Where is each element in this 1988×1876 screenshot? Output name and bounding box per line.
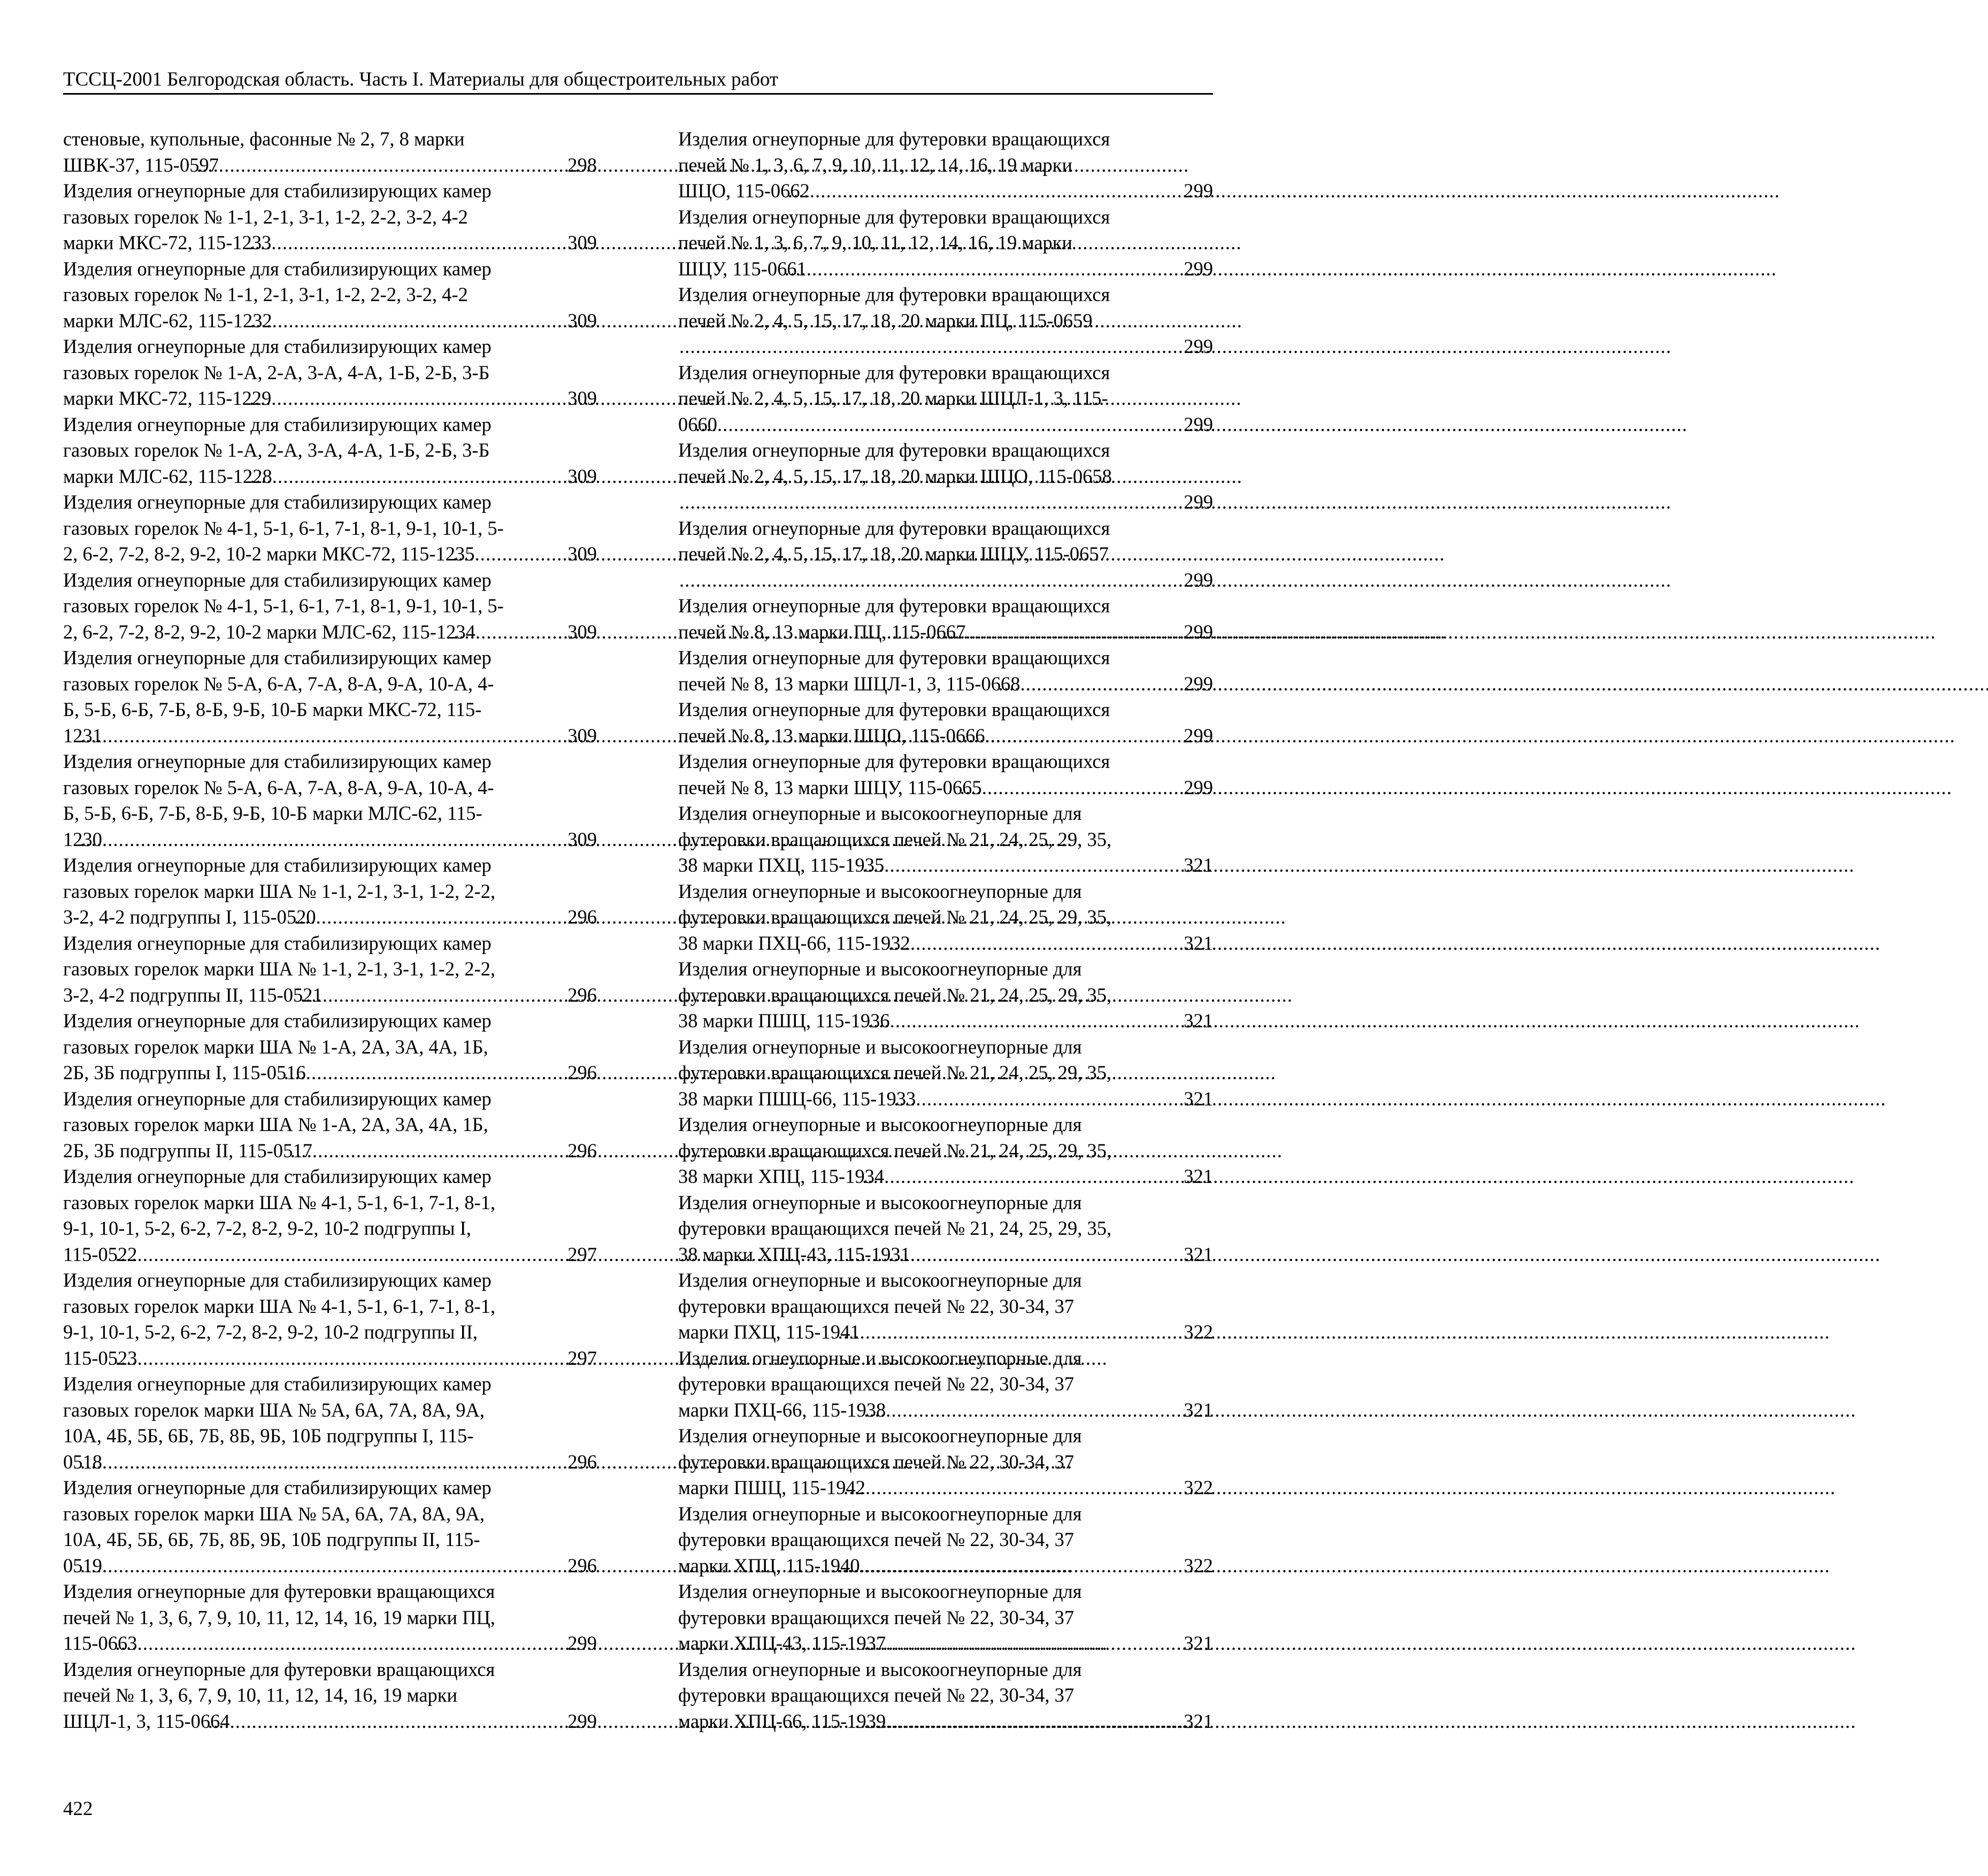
index-entry [63,567,597,645]
page-number: 422 [63,1798,93,1820]
index-entry-line: печей № 1, 3, 6, 7, 9, 10, 11, 12, 14, 16, 19 марки [678,153,1073,176]
dot-leader [891,1008,1206,1034]
index-entry-last-line [678,775,1213,801]
index-entry-line: Изделия огнеупорные для футеровки вращающихся [678,517,1110,539]
index-entry [678,1346,1213,1424]
dot-leader [139,1346,590,1371]
index-entry-page: 296 [567,1139,597,1162]
index-entry-line: Изделия огнеупорные для футеровки вращающихся [678,698,1110,720]
index-entry-line: Изделия огнеупорные для футеровки вращающихся [678,128,1110,150]
dot-leader [272,386,589,411]
index-entry-page: 321 [1184,1087,1213,1110]
index-entry-text: 115-0663 [63,1632,137,1654]
index-entry-line: Изделия огнеупорные для стабилизирующих камер [63,1373,492,1395]
index-entry-line: печей № 2, 4, 5, 15, 17, 18, 20 марки ШЦУ, 115-0657 [678,543,1109,565]
index-entry [63,178,597,256]
index-entry-text: печей № 8, 13 марки ШЦЛ-1, 3, 115-0668 [678,672,1020,695]
index-entry-last-line [678,1008,1213,1034]
index-entry-text: марки МЛС-62, 115-1228 [63,465,272,487]
index-entry-line: Изделия огнеупорные для стабилизирующих камер [63,180,492,202]
index-entry-page: 321 [1184,1165,1213,1187]
index-entry-page: 299 [567,1632,597,1654]
dot-leader [917,1086,1206,1112]
index-entry-page: 299 [1184,568,1213,591]
index-entry-line: Изделия огнеупорные для стабилизирующих камер [63,568,492,591]
index-entry-last-line [678,1709,1213,1735]
index-entry-line: печей № 1, 3, 6, 7, 9, 10, 11, 12, 14, 16, 19 марки ПЦ, [63,1606,496,1628]
index-entry [63,1164,597,1267]
index-entry-last-line [63,1631,597,1657]
index-entry [63,1086,597,1164]
index-entry-line: Изделия огнеупорные для стабилизирующих камер [63,1269,492,1291]
index-entry-text: 0519 [63,1554,102,1577]
index-entry-page: 321 [1184,1243,1213,1265]
dot-leader [986,723,1206,749]
index-entry [678,1423,1213,1501]
index-entry [678,282,1213,360]
dot-leader [811,178,1206,204]
index-entry-page: 309 [567,543,597,565]
index-entry [63,645,597,749]
index-entry-page: 296 [567,1450,597,1473]
index-entry [678,1267,1213,1346]
index-entry-last-line [63,230,597,256]
index-entry-last-line [63,1060,597,1086]
index-entry-text: печей № 8, 13 марки ШЦО, 115-0666 [678,724,985,747]
dot-leader [887,1709,1206,1734]
index-entry-page: 299 [567,1710,597,1732]
index-entry-line: футеровки вращающихся печей № 22, 30-34, 37 [678,1450,1074,1473]
dot-leader [272,230,589,256]
index-entry-text: печей № 8, 13 марки ПЦ, 115-0667 [678,620,966,643]
dot-leader [808,256,1206,282]
index-entry-page: 309 [567,232,597,253]
dot-leader [220,152,589,178]
index-entry-text: 1230 [63,828,102,850]
index-entry-text: 38 марки ПХЦ-66, 115-1932 [678,932,910,954]
index-entry-text: 115-0522 [63,1243,137,1265]
index-entry-text: 2, 6-2, 7-2, 8-2, 9-2, 10-2 марки МЛС-62, 115-1234 [63,620,475,643]
index-entry-page: 321 [1184,854,1213,876]
index-entry [63,1371,597,1475]
index-entry [678,1034,1213,1112]
index-entry-line: 10А, 4Б, 5Б, 6Б, 7Б, 8Б, 9Б, 10Б подгруппы I, 115- [63,1425,474,1447]
index-entry-line: Изделия огнеупорные для футеровки вращающихся [678,595,1110,617]
index-entry-text: 2, 6-2, 7-2, 8-2, 9-2, 10-2 марки МКС-72, 115-1235 [63,543,475,565]
index-entry [63,852,597,931]
index-entry [63,931,597,1009]
index-entry [63,489,597,567]
index-entry [678,437,1213,516]
index-entry-last-line [63,1242,597,1268]
index-entry-page: 299 [1184,776,1213,798]
index-entry [678,749,1213,801]
index-entry-last-line [63,1449,597,1475]
index-entry-line: Изделия огнеупорные для стабилизирующих камер [63,854,492,876]
index-entry-last-line [678,931,1213,957]
index-entry-last-line [678,1164,1213,1190]
index-entry-line: футеровки вращающихся печей № 22, 30-34, 37 [678,1295,1074,1317]
index-entry [678,697,1213,749]
index-entry-line: газовых горелок № 1-1, 2-1, 3-1, 1-2, 2-2, 3-2, 4-2 [63,283,468,305]
index-entry-text: печей № 8, 13 марки ШЦУ, 115-0665 [678,776,982,798]
index-entry-page: 309 [567,724,597,747]
index-entry-last-line [678,1086,1213,1112]
index-entry-last-line [678,1242,1213,1268]
index-entry-line: футеровки вращающихся печей № 22, 30-34, 37 [678,1684,1074,1706]
dot-leader [1021,671,1206,697]
index-entry-line: Изделия огнеупорные для футеровки вращающихся [678,361,1110,383]
index-entry-page: 299 [1184,335,1213,357]
dot-leader [231,1709,590,1734]
index-entry [678,204,1213,282]
index-entry [678,516,1213,594]
index-entry-last-line [63,152,597,179]
index-entry-page: 309 [567,620,597,643]
index-entry-page: 309 [567,387,597,409]
index-entry-last-line [63,1138,597,1164]
index-entry-text: 2Б, 3Б подгруппы I, 115-0516 [63,1062,306,1083]
index-entry [63,1008,597,1086]
index-entry-line: Изделия огнеупорные и высокоогнеупорные для [678,1425,1082,1447]
index-entry-text: 38 марки ПХЦ, 115-1935 [678,854,885,876]
index-entry-page: 299 [1184,672,1213,695]
index-entry-line: футеровки вращающихся печей № 21, 24, 25, 29, 35, [678,1217,1112,1239]
index-entry-page: 296 [567,1554,597,1577]
index-entry-text: 3-2, 4-2 подгруппы I, 115-0520 [63,906,316,928]
dot-leader [702,334,1206,359]
dot-leader [307,1060,589,1086]
index-entry-last-line [678,412,1213,438]
index-entry-page: 322 [1184,1554,1213,1577]
index-entry-line: Изделия огнеупорные для стабилизирующих камер [63,932,492,954]
running-header: ТССЦ-2001 Белгородская область. Часть I. Материалы для общестроительных работ [63,67,1213,95]
index-entry-line: газовых горелок марки ША № 4-1, 5-1, 6-1, 7-1, 8-1, [63,1295,496,1317]
index-entry-page: 299 [1184,180,1213,202]
dot-leader [103,827,589,852]
dot-leader [103,723,589,749]
index-entry [678,1579,1213,1657]
index-entry-line: 10А, 4Б, 5Б, 6Б, 7Б, 8Б, 9Б, 10Б подгруппы II, 115- [63,1528,480,1550]
index-entry-line: Изделия огнеупорные для футеровки вращающихся [678,750,1110,772]
index-entry-text: 3-2, 4-2 подгруппы II, 115-0521 [63,983,323,1006]
index-entry [678,879,1213,957]
index-entry-line: Изделия огнеупорные для футеровки вращающихся [678,283,1110,305]
index-entry-text: 0518 [63,1450,102,1473]
index-entry-text: 38 марки ПШЦ, 115-1936 [678,1010,890,1032]
index-entry-page: 321 [1184,1632,1213,1654]
dot-leader [139,1242,590,1267]
index-entry [678,1112,1213,1190]
index-entry-text: 0660 [678,413,717,435]
index-entry-text: марки ХПЦ-43, 115-1937 [678,1632,886,1654]
index-entry-line: газовых горелок № 4-1, 5-1, 6-1, 7-1, 8-1, 9-1, 10-1, 5- [63,595,504,617]
index-entry-line: Изделия огнеупорные для футеровки вращающихся [678,205,1110,228]
index-entry-page: 299 [1184,724,1213,747]
index-entry-last-line [63,723,597,749]
index-entry-text: марки ПШЦ, 115-1942 [678,1477,866,1498]
dot-leader [273,464,590,489]
index-entry-line: Изделия огнеупорные и высокоогнеупорные для [678,1113,1082,1135]
index-entry-page: 298 [567,153,597,176]
index-entry [678,645,1213,697]
index-entry-line: Изделия огнеупорные для стабилизирующих камер [63,1087,492,1110]
index-entry-line: футеровки вращающихся печей № 22, 30-34, 37 [678,1528,1074,1550]
index-entry-page: 321 [1184,1398,1213,1421]
index-entry-last-line [678,1475,1213,1501]
index-entry-page: 309 [567,828,597,850]
index-entry-page: 309 [567,465,597,487]
index-entry-line: Изделия огнеупорные и высокоогнеупорные для [678,1269,1082,1291]
index-entry [63,749,597,852]
index-entry-text: марки ХПЦ-66, 115-1939 [678,1710,886,1732]
index-entry-line: Изделия огнеупорные и высокоогнеупорные для [678,958,1082,980]
index-entry-line: 9-1, 10-1, 5-2, 6-2, 7-2, 8-2, 9-2, 10-2 подгруппы I, [63,1217,471,1239]
dot-leader [887,1631,1206,1656]
dot-leader [866,1475,1206,1501]
dot-leader [317,904,590,930]
index-entry-line: футеровки вращающихся печей № 21, 24, 25, 29, 35, [678,1139,1112,1162]
dot-leader [313,1138,589,1164]
dot-leader [273,308,590,334]
index-entry-line: 9-1, 10-1, 5-2, 6-2, 7-2, 8-2, 9-2, 10-2 подгруппы II, [63,1321,478,1343]
index-entry-line: Изделия огнеупорные и высокоогнеупорные для [678,880,1082,902]
index-entry-line: печей № 2, 4, 5, 15, 17, 18, 20 марки ПЦ, 115-0659 [678,309,1093,332]
index-entry-text: 2Б, 3Б подгруппы II, 115-0517 [63,1139,312,1162]
index-entry-line: Изделия огнеупорные для стабилизирующих камер [63,491,492,513]
index-entry-line: Изделия огнеупорные для футеровки вращающихся [63,1658,495,1680]
index-entry [63,334,597,412]
index-entry-page: 322 [1184,1477,1213,1498]
index-entry-last-line [678,256,1213,282]
index-entry-page: 321 [1184,932,1213,954]
index-entry-page: 296 [567,906,597,928]
index-entry-last-line [63,982,597,1009]
index-entry-text: марки ПХЦ, 115-1941 [678,1321,860,1343]
index-entry [63,1579,597,1657]
index-entry-page: 321 [1184,1010,1213,1032]
index-entry-page: 309 [567,309,597,332]
index-entry-page: 299 [1184,620,1213,643]
index-entry-line: газовых горелок № 5-А, 6-А, 7-А, 8-А, 9-А, 10-А, 4- [63,672,494,695]
index-entry-line: Изделия огнеупорные для стабилизирующих камер [63,647,492,668]
index-entry-page: 322 [1184,1321,1213,1343]
index-entry-last-line [63,827,597,853]
dot-leader [966,619,1206,645]
index-entry-text: марки ХПЦ, 115-1940 [678,1554,860,1577]
index-entry [63,256,597,334]
index-entry-line: Изделия огнеупорные и высокоогнеупорные для [678,1580,1082,1602]
index-entry-page: 299 [1184,257,1213,280]
index-entry-line: Изделия огнеупорные для стабилизирующих камер [63,750,492,772]
index-entry-line: стеновые, купольные, фасонные № 2, 7, 8 марки [63,128,465,150]
index-entry [63,1657,597,1735]
index-entry-line: Изделия огнеупорные для стабилизирующих камер [63,1010,492,1032]
index-entry-text: 115-0523 [63,1347,137,1369]
index-entry-line: Изделия огнеупорные для стабилизирующих камер [63,257,492,280]
index-entry-text: ШЦЛ-1, 3, 115-0664 [63,1710,230,1732]
index-entry-line: Изделия огнеупорные для футеровки вращающихся [678,647,1110,668]
index-entry-line: футеровки вращающихся печей № 22, 30-34, 37 [678,1373,1074,1395]
index-entry [678,1501,1213,1579]
index-entry-line: газовых горелок № 1-А, 2-А, 3-А, 4-А, 1-Б, 2-Б, 3-Б [63,361,490,383]
index-entry-line: Изделия огнеупорные для стабилизирующих камер [63,335,492,357]
index-entry-text: марки МКС-72, 115-1233 [63,232,272,253]
dot-leader [103,1553,589,1579]
dot-leader [911,931,1206,956]
index-entry-line: газовых горелок марки ША № 5А, 6А, 7А, 8А, 9А, [63,1502,485,1525]
index-entry-line: газовых горелок № 1-А, 2-А, 3-А, 4-А, 1-Б, 2-Б, 3-Б [63,439,490,461]
dot-leader [911,1242,1206,1267]
index-entry [678,126,1213,204]
index-entry-line: Изделия огнеупорные для футеровки вращающихся [63,1580,495,1602]
index-entry-text: марки МКС-72, 115-1229 [63,387,272,409]
index-entry-last-line [63,1553,597,1579]
index-entry-line: печей № 2, 4, 5, 15, 17, 18, 20 марки ШЦО, 115-0658 [678,465,1112,487]
index-entry-line: газовых горелок марки ША № 1-А, 2А, 3А, 4А, 1Б, [63,1035,488,1058]
index-entry-line: Изделия огнеупорные для стабилизирующих камер [63,1165,492,1187]
index-entry-last-line [678,1319,1213,1346]
index-entry-text: 1231 [63,724,102,747]
index-entry-line: газовых горелок марки ША № 1-А, 2А, 3А, 4А, 1Б, [63,1113,488,1135]
index-entry-last-line [63,308,597,334]
index-entry-page: 297 [567,1243,597,1265]
index-entry-last-line [63,1709,597,1735]
index-entry-page: 296 [567,983,597,1006]
index-entry-text: марки МЛС-62, 115-1232 [63,309,272,332]
index-entry-last-line [63,904,597,931]
index-entry-page: 321 [1184,1710,1213,1732]
index-entry-last-line [678,1553,1213,1579]
dot-leader [885,1164,1206,1189]
index-entry-line: Б, 5-Б, 6-Б, 7-Б, 8-Б, 9-Б, 10-Б марки МКС-72, 115- [63,698,482,720]
index-entry-last-line [63,541,597,567]
index-entry-last-line [701,334,1213,360]
index-entry-last-line [678,852,1213,879]
index-entry-line: Изделия огнеупорные и высокоогнеупорные для [678,1502,1082,1525]
dot-leader [861,1553,1206,1579]
dot-leader [324,982,589,1008]
index-entry-line: печей № 1, 3, 6, 7, 9, 10, 11, 12, 14, 16, 19 марки [63,1684,458,1706]
index-entry [678,956,1213,1034]
index-entry-line: футеровки вращающихся печей № 21, 24, 25, 29, 35, [678,828,1112,850]
index-entry [678,801,1213,879]
index-entry-line: газовых горелок № 1-1, 2-1, 3-1, 1-2, 2-2, 3-2, 4-2 [63,205,468,228]
dot-leader [887,1397,1206,1423]
index-entry-line: Изделия огнеупорные для стабилизирующих камер [63,413,492,435]
index-entry-last-line [678,178,1213,204]
index-entry-line: газовых горелок № 4-1, 5-1, 6-1, 7-1, 8-1, 9-1, 10-1, 5- [63,517,504,539]
index-entry-line: Б, 5-Б, 6-Б, 7-Б, 8-Б, 9-Б, 10-Б марки МЛС-62, 115- [63,802,482,824]
index-entry-text: ШВК-37, 115-0597 [63,153,219,176]
index-entry-page: 296 [567,1062,597,1083]
index-entry-line: газовых горелок марки ША № 1-1, 2-1, 3-1, 1-2, 2-2, [63,880,496,902]
index-entry-line: футеровки вращающихся печей № 21, 24, 25, 29, 35, [678,906,1112,928]
index-column-right [678,126,1213,1734]
index-entry-text: ШЦО, 115-0662 [678,180,810,202]
index-entry-line: Изделия огнеупорные и высокоогнеупорные для [678,1658,1082,1680]
index-entry-line: Изделия огнеупорные и высокоогнеупорные для [678,802,1082,824]
dot-leader [702,567,1206,593]
index-entry [63,1267,597,1371]
index-entry-text: марки ПХЦ-66, 115-1938 [678,1398,886,1421]
index-entry-text: 38 марки ХПЦ-43, 115-1931 [678,1243,910,1265]
index-entry-page: 299 [1184,491,1213,513]
index-entry-last-line [678,671,1213,697]
dot-leader [885,852,1206,878]
index-entry [678,593,1213,645]
index-entry-line: газовых горелок № 5-А, 6-А, 7-А, 8-А, 9-А, 10-А, 4- [63,776,494,798]
index-entry [678,360,1213,438]
index-entry-last-line [63,464,597,490]
index-entry-last-line [701,567,1213,594]
index-entry-line: газовых горелок марки ША № 4-1, 5-1, 6-1, 7-1, 8-1, [63,1191,496,1213]
index-entry-page: 297 [567,1347,597,1369]
index-entry-line: Изделия огнеупорные для стабилизирующих камер [63,1477,492,1498]
dot-leader [139,1631,590,1656]
dot-leader [861,1319,1206,1345]
index-entry-last-line [63,619,597,645]
dot-leader [103,1449,589,1475]
index-entry-last-line [678,619,1213,645]
dot-leader [718,412,1206,437]
index-entry [678,1190,1213,1268]
index-entry-line: печей № 1, 3, 6, 7, 9, 10, 11, 12, 14, 16, 19 марки [678,232,1073,253]
index-entry-line: печей № 2, 4, 5, 15, 17, 18, 20 марки ШЦЛ-1, 3, 115- [678,387,1108,409]
index-entry-page: 299 [1184,413,1213,435]
index-entry-last-line [678,1397,1213,1424]
index-entry-line: Изделия огнеупорные и высокоогнеупорные для [678,1035,1082,1058]
index-entry [63,1475,597,1579]
index-entry-line: газовых горелок марки ША № 5А, 6А, 7А, 8А, 9А, [63,1398,485,1421]
index-entry-line: Изделия огнеупорные и высокоогнеупорные для [678,1347,1082,1369]
index-entry-last-line [63,1346,597,1372]
dot-leader [702,489,1206,515]
index-entry-text: 38 марки ПШЦ-66, 115-1933 [678,1087,916,1110]
index-entry-text: 38 марки ХПЦ, 115-1934 [678,1165,885,1187]
index-entry-last-line [63,386,597,412]
index-entry-last-line [678,723,1213,749]
index-entry-line: газовых горелок марки ША № 1-1, 2-1, 3-1, 1-2, 2-2, [63,958,496,980]
index-entry-line: Изделия огнеупорные и высокоогнеупорные для [678,1191,1082,1213]
index-entry-line: футеровки вращающихся печей № 21, 24, 25, 29, 35, [678,983,1112,1006]
index-entry-last-line [701,489,1213,516]
index-entry [63,126,597,178]
index-entry-line: Изделия огнеупорные для футеровки вращающихся [678,439,1110,461]
index-entry-last-line [678,1631,1213,1657]
dot-leader [983,775,1206,801]
index-entry [678,1657,1213,1735]
index-entry-line: футеровки вращающихся печей № 21, 24, 25, 29, 35, [678,1062,1112,1083]
index-entry [63,412,597,490]
index-entry-text: ШЦУ, 115-0661 [678,257,807,280]
index-entry-line: футеровки вращающихся печей № 22, 30-34, 37 [678,1606,1074,1628]
index-column-left [63,126,597,1734]
